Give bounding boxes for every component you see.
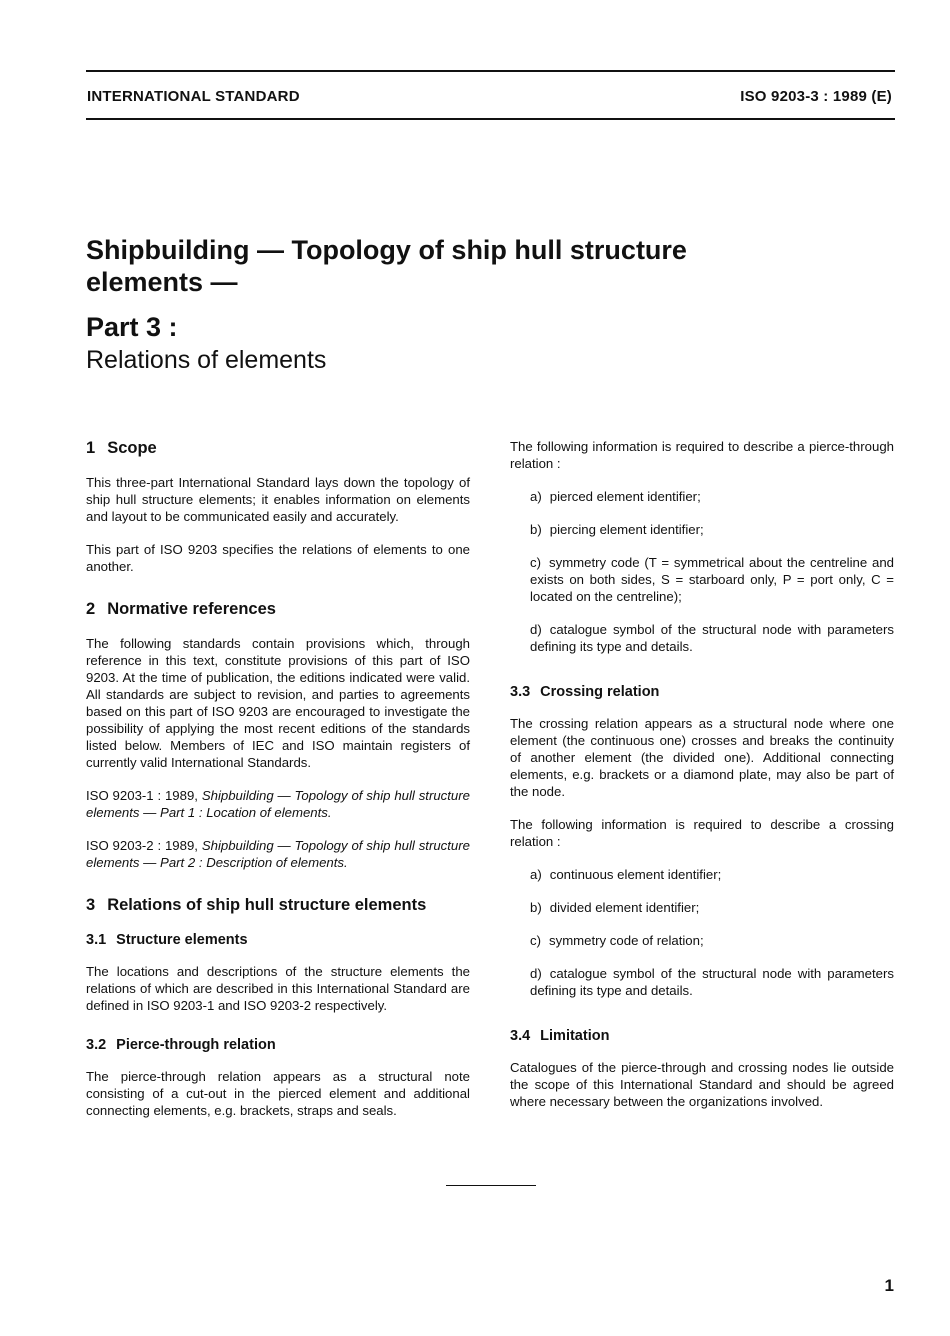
list-item-text: piercing element identifier;	[549, 522, 704, 537]
subsection-number: 3.2	[86, 1037, 107, 1053]
section-heading-scope	[86, 438, 470, 458]
list-item-label: b)	[530, 900, 542, 915]
section-heading-normative-references	[86, 599, 470, 619]
paragraph: This part of ISO 9203 specifies the relations of elements to one another.	[86, 542, 470, 574]
list-item-text: catalogue symbol of the structural node with parameters defining its type and details.	[530, 966, 894, 998]
list-item-label: d)	[530, 622, 542, 637]
subsection-heading-crossing-relation	[510, 683, 894, 701]
reference-code: ISO 9203-2 : 1989,	[86, 838, 198, 853]
list-item-label: a)	[530, 867, 542, 882]
left-column	[86, 438, 470, 1135]
section-title: Scope	[107, 439, 157, 457]
list-item	[530, 932, 894, 949]
list-item-label: a)	[530, 489, 542, 504]
list-item-label: c)	[530, 933, 541, 948]
section-heading-relations	[86, 895, 470, 915]
page-number: 1	[884, 1276, 894, 1295]
subsection-number: 3.3	[510, 684, 531, 700]
list-item	[530, 965, 894, 999]
right-column	[510, 438, 894, 1126]
part-label: Part 3 :	[86, 312, 178, 342]
paragraph: The pierce-through relation appears as a structural note consisting of a cut-out in the pierced element and additional connecting elements, e.g. brackets, straps and seals.	[86, 1069, 470, 1118]
list-item-text: pierced element identifier;	[549, 489, 701, 504]
subsection-number: 3.1	[86, 932, 107, 948]
document-title-line-2: elements —	[86, 267, 238, 297]
subsection-title: Pierce-through relation	[116, 1037, 276, 1053]
list-item-text: symmetry code of relation;	[549, 933, 704, 948]
list-item-label: b)	[530, 522, 542, 537]
paragraph: Catalogues of the pierce-through and crossing nodes lie outside the scope of this International Standard and should be agreed where necessary between the organizations involved.	[510, 1060, 894, 1109]
list-item-text: divided element identifier;	[549, 900, 700, 915]
list-item	[530, 554, 894, 605]
subsection-number: 3.4	[510, 1028, 531, 1044]
section-number: 2	[86, 600, 96, 618]
reference-code: ISO 9203-1 : 1989,	[86, 788, 198, 803]
paragraph: The following information is required to describe a crossing relation :	[510, 817, 894, 849]
paragraph: The locations and descriptions of the structure elements the relations of which are described in this International Standard are defined in ISO 9203-1 and ISO 9203-2 respectively.	[86, 964, 470, 1013]
section-number: 1	[86, 439, 96, 457]
subsection-heading-pierce-through	[86, 1036, 470, 1054]
header-left-title: INTERNATIONAL STANDARD	[87, 88, 300, 105]
header-bottom-rule	[86, 118, 895, 120]
section-title: Relations of ship hull structure elements	[107, 896, 427, 914]
subsection-heading-limitation	[510, 1027, 894, 1045]
list-item-text: symmetry code (T = symmetrical about the centreline and exists on both sides, S = starboard only, P = port only, C = located on the centreline);	[530, 555, 894, 604]
list-item-text: continuous element identifier;	[549, 867, 722, 882]
part-subtitle: Relations of elements	[86, 346, 327, 374]
subsection-title: Crossing relation	[540, 684, 660, 700]
list-item	[530, 866, 894, 883]
document-title-line-1: Shipbuilding — Topology of ship hull structure	[86, 235, 687, 265]
list-item-text: catalogue symbol of the structural node with parameters defining its type and details.	[530, 622, 894, 654]
section-title: Normative references	[107, 600, 276, 618]
section-number: 3	[86, 896, 96, 914]
subsection-title: Structure elements	[116, 932, 248, 948]
reference-title: Shipbuilding — Topology of ship hull structure elements — Part 1 : Location of elements.	[86, 788, 470, 820]
header-document-number: ISO 9203-3 : 1989 (E)	[740, 88, 892, 105]
paragraph: The following standards contain provisions which, through reference in this text, constitute provisions of this part of ISO 9203. At the time of publication, the editions indicated were valid. All standards are subject to revision, and parties to agreements based on this part of ISO 9203 are encouraged to investigate the possibility of applying the most recent editions of the standards listed below. Members of IEC and ISO maintain registers of currently valid International Standards.	[86, 636, 470, 770]
end-of-text-rule	[446, 1185, 536, 1186]
paragraph: The crossing relation appears as a structural node where one element (the continuous one) crosses and breaks the continuity of another element (the divided one). Additional connecting elements, e.g. brackets or a diamond plate, may also be part of the node.	[510, 716, 894, 799]
reference-item	[86, 837, 470, 871]
list-item	[530, 521, 894, 538]
list-item-label: c)	[530, 555, 541, 570]
list-item	[530, 899, 894, 916]
list-item	[530, 488, 894, 505]
list-item-label: d)	[530, 966, 542, 981]
header-top-rule	[86, 70, 895, 72]
subsection-heading-structure-elements	[86, 931, 470, 949]
subsection-title: Limitation	[540, 1028, 610, 1044]
list-item	[530, 621, 894, 655]
reference-title: Shipbuilding — Topology of ship hull structure elements — Part 2 : Description of elements.	[86, 838, 470, 870]
paragraph: This three-part International Standard lays down the topology of ship hull structure elements; it enables information on elements and layout to be communicated easily and accurately.	[86, 475, 470, 524]
paragraph: The following information is required to describe a pierce-through relation :	[510, 439, 894, 471]
reference-item	[86, 787, 470, 821]
